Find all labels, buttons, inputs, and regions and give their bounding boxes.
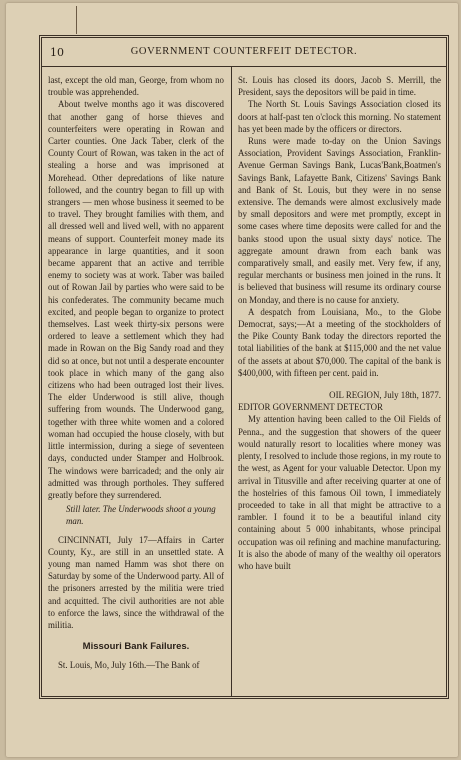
paragraph: St. Louis has closed its doors, Jacob S. Merrill, the President, says the depositors will be paid in time. — [238, 75, 441, 98]
salutation: EDITOR GOVERNMENT DETECTOR — [238, 402, 383, 413]
paragraph: CINCINNATI, July 17—Affairs in Carter County, Ky., are still in an unsettled state. A young man named Hamm was shot there on Saturday by some of the Underwood party. All of the prisoners arrested by the militia were tried and acquitted. The civil authorities are not able to enforce the laws, since the withdrawal of the militia. — [48, 534, 224, 630]
paragraph: My attention having been called to the Oil Fields of Penna., and the suggestion that showers of the queer would naturally resort to localities where money was plenty, I resolved to include those regions, in my route to the west, as Agent for your valuable Detector. Upon my arrival in Titusville and after receiving quarter at one of the hostelries of this famous Oil town, I immediately proceeded to take in all that might be attractive to a rambler. I found it to be a beautiful inland city containing about 5 000 inhabitants, whose principal occupation was oil refining and machine manufacturing. It is also the abode of many of the wealthy oil operators who have built — [238, 414, 441, 571]
page-title: GOVERNMENT COUNTERFEIT DETECTOR. — [130, 46, 358, 57]
paragraph: A despatch from Louisiana, Mo., to the Globe Democrat, says;—At a meeting of the stockholders of the Pike County Bank today the directors reported the total liabilities of the bank at $115,000 and the net value of the assets at about $70,000. The capital of the bank is $400,000, with fifteen per cent. paid in. — [238, 306, 441, 378]
paragraph: Runs were made to-day on the Union Savings Association, Provident Savings Association, Franklin-Avenue German Savings Bank, Lucas'Bank,Boatmen's Savings Bank, Lafayette Bank, Citizens' Savings Bank and Bank of St. Louis, but they were in no sense extensive. The demands were almost exclusively made by small depositors and were met promptly, except in some cases where time deposits were called for and the banks stood upon the usual sixty days' notice. The aggregate amount drawn from each bank was comparatively small, and easily met. Very few, if any, regular merchants or business men joined in the runs. It is believed that business will resume its ordinary course on Monday, and there is no cause for anxiety. — [238, 136, 441, 305]
paragraph: St. Louis, Mo, July 16th.—The Bank of — [58, 660, 200, 671]
page-number: 10 — [50, 46, 64, 59]
page-sheet — [6, 3, 458, 757]
paragraph: last, except the old man, George, from whom no trouble was apprehended. — [48, 75, 224, 98]
left-column — [48, 74, 224, 672]
running-header — [42, 38, 446, 67]
dateline: OIL REGION, July 18th, 1877. — [329, 390, 441, 401]
paragraph: The North St. Louis Savings Association closed its doors at half-past ten o'clock this morning. No statement has yet been made by the officers or directors. — [238, 99, 441, 134]
page-frame — [39, 35, 449, 699]
sub-heading: Still later. The Underwoods shoot a young man. — [66, 504, 216, 527]
paragraph: About twelve months ago it was discovered that another gang of horse thieves and counterfeiters were operating in Rowan and Carter counties. One Jack Taber, clerk of the County Court of Rowan, was taken in the act of stealing a horse and was imprisoned at Morehead. Other depredations of like nature followed, and the country began to fill up with strangers — men whose business it seemed to be to travel. They brought families with them, and all dressed well and lived well, with no apparent means of support. Counterfeit money made its appearance in large quantities, and it soon became apparent that an active and terrible enemy to society was at work. Taber was bailed out of Rowan Jail by parties who were said to be his confederates. The community became much excited, and people began to organize to protect themselves. Last week thirty-six persons were ordered to leave a settlement which they had made in Rowan on the Big Sandy road and they did so at once, but not until a desperate encounter took place in which many of the gang also citizens who had been outraged lost their lives. The elder Underwood is still alive, though suffering from wounds. The Underwood gang, together with three white women and a colored woman had occupied the house closely, with but little intermission, during a siege of seventeen days, conducted under Stamper and Holbrook. The windows were barricaded; and the only air admitted was through portholes. They suffered greatly before they surrendered. — [48, 99, 224, 500]
paper-crease — [76, 6, 77, 34]
column-divider — [231, 66, 232, 696]
article-heading: Missouri Bank Failures. — [82, 641, 190, 653]
right-column — [238, 74, 441, 572]
